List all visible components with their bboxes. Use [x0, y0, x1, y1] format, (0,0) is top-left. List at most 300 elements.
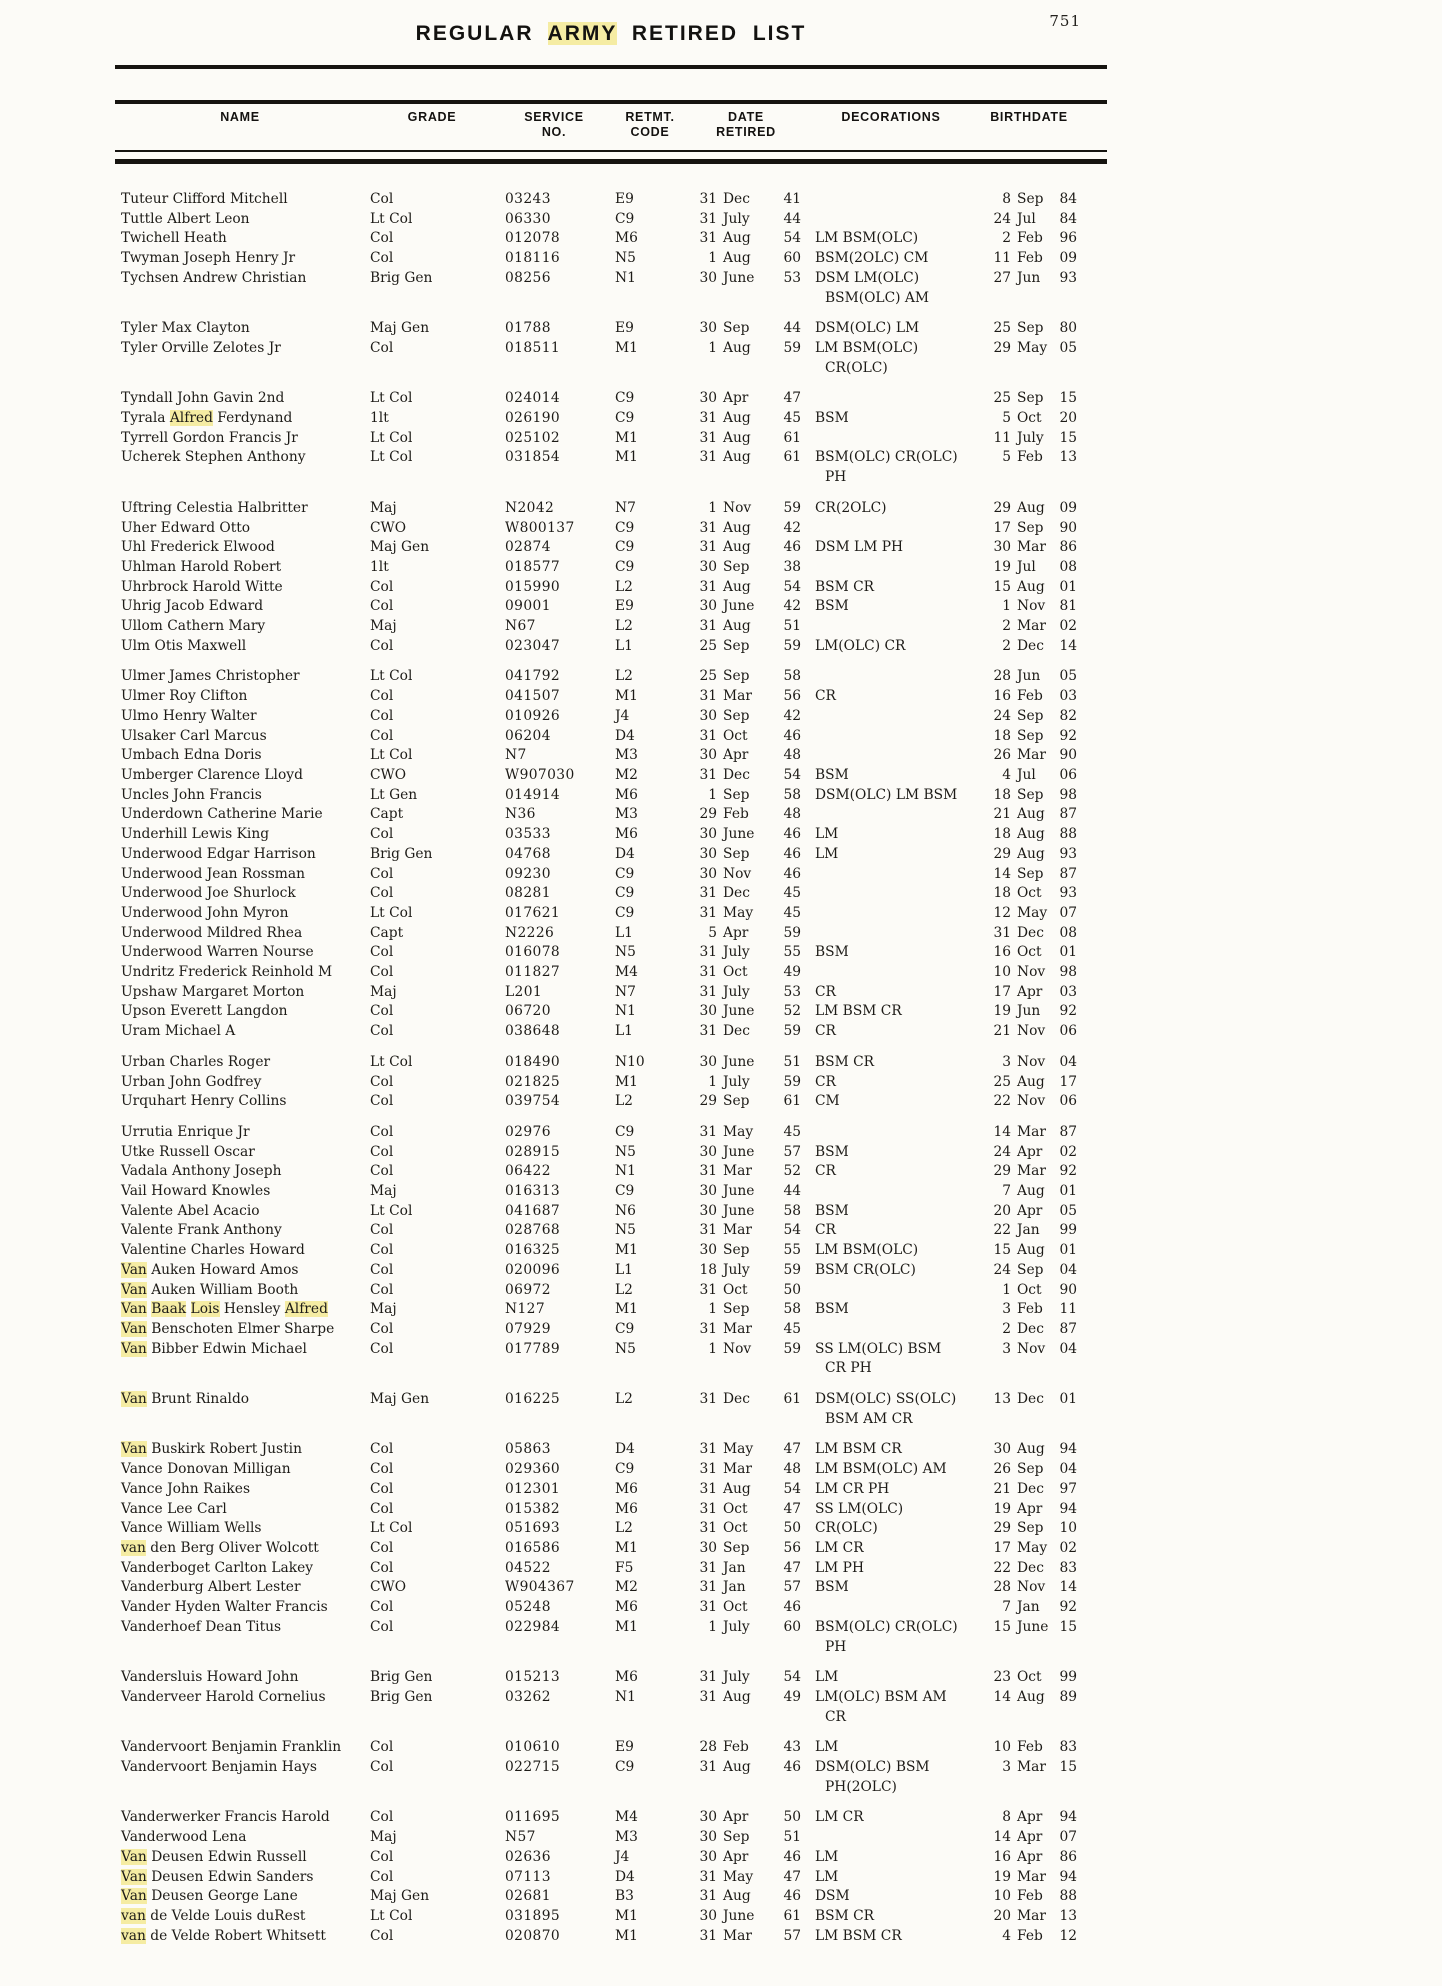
birth-day-cell: 5 [1002, 449, 1011, 466]
birth-month-cell: Apr [1017, 1143, 1043, 1160]
retired-month-cell: Aug [723, 1888, 751, 1905]
retired-month-cell: Mar [723, 1461, 752, 1478]
birth-year-cell: 17 [1059, 1073, 1077, 1090]
birth-day-cell: 19 [993, 1003, 1011, 1020]
service-no-cell: 03243 [505, 191, 551, 207]
retmt-code-cell: N7 [615, 983, 636, 1000]
retired-year-cell: 50 [783, 1809, 801, 1826]
service-no-cell: 041792 [505, 668, 561, 685]
birth-year-cell: 98 [1059, 786, 1077, 803]
service-no-cell: 051693 [505, 1520, 561, 1537]
decorations-cell [801, 637, 981, 657]
decoration-line: LM [815, 1739, 839, 1756]
grade-cell: 1lt [370, 410, 389, 427]
birth-year-cell: 86 [1059, 539, 1077, 556]
name-cell [115, 1261, 365, 1281]
retired-month-cell: Sep [723, 1242, 750, 1259]
column-header-name: NAME [220, 110, 260, 124]
retired-year-cell: 57 [783, 1143, 801, 1160]
retmt-code-cell: L2 [615, 668, 633, 685]
retired-day-cell: 31 [699, 1320, 717, 1337]
decoration-line: BSM [815, 944, 849, 961]
decoration-line: CR [815, 983, 836, 1000]
table-row [115, 943, 1107, 963]
retired-month-cell: Sep [723, 558, 750, 575]
retmt-code-cell: M6 [615, 1599, 638, 1616]
page-title [416, 22, 807, 46]
name-cell [115, 1440, 365, 1460]
retmt-code-cell: D4 [615, 727, 635, 744]
birth-day-cell: 15 [993, 1242, 1011, 1259]
column-header-grade: GRADE [407, 110, 457, 124]
retired-day-cell: 31 [699, 688, 717, 705]
birth-month-cell: Feb [1017, 1739, 1043, 1756]
table-row [115, 924, 1107, 944]
grade-cell: 1lt [370, 558, 389, 575]
retired-year-cell: 47 [783, 1500, 801, 1517]
table-row [115, 1927, 1107, 1947]
birth-day-cell: 31 [993, 924, 1011, 941]
service-no-cell: 017789 [505, 1340, 561, 1357]
birth-day-cell: 29 [993, 1163, 1011, 1180]
birth-month-cell: Apr [1017, 1848, 1043, 1865]
service-no-cell: 06204 [505, 727, 551, 744]
birth-day-cell: 18 [993, 727, 1011, 744]
birth-month-cell: Aug [1017, 1183, 1045, 1200]
retired-month-cell: Jan [723, 1579, 746, 1596]
name-cell [115, 786, 365, 806]
name-cell [115, 707, 365, 727]
decorations-cell [801, 1738, 981, 1758]
decoration-line: LM(OLC) BSM AM [815, 1688, 947, 1705]
decoration-line: CR(OLC) [825, 359, 888, 376]
birth-month-cell: Mar [1017, 1868, 1046, 1885]
decorations-cell [801, 845, 981, 865]
decorations-cell [801, 904, 981, 924]
grade-cell: Col [370, 707, 394, 724]
name-cell [115, 1808, 365, 1828]
retmt-code-cell: M1 [615, 449, 638, 466]
birth-month-cell: Feb [1017, 1301, 1043, 1318]
decoration-line: DSM(OLC) LM BSM [815, 786, 958, 803]
retmt-code-cell: N5 [615, 944, 636, 961]
retmt-code-cell: M3 [615, 747, 638, 764]
search-highlight: van [121, 1540, 146, 1556]
name-text: Brunt Rinaldo [146, 1391, 250, 1408]
birth-year-cell: 13 [1059, 1907, 1077, 1924]
name-cell [115, 558, 365, 578]
birth-year-cell: 80 [1059, 320, 1077, 337]
grade-cell: Lt Col [370, 747, 413, 764]
birth-year-cell: 92 [1059, 727, 1077, 744]
birth-day-cell: 14 [993, 1123, 1011, 1140]
retired-year-cell: 60 [783, 250, 801, 267]
name-text: Uhrbrock Harold Witte [121, 578, 283, 595]
birth-year-cell: 09 [1059, 250, 1077, 267]
grade-cell: Lt Col [370, 210, 413, 227]
name-text: Tuttle Albert Leon [121, 210, 250, 227]
retmt-code-cell: M1 [615, 1073, 638, 1090]
decorations-cell [801, 1578, 981, 1598]
service-no-cell: 021825 [505, 1073, 561, 1090]
name-cell [115, 1758, 365, 1797]
retired-day-cell: 18 [699, 1261, 717, 1278]
retired-day-cell: 1 [708, 786, 717, 803]
table-row [115, 667, 1107, 687]
service-no-cell: W907030 [505, 766, 575, 783]
birth-day-cell: 24 [993, 707, 1011, 724]
birth-month-cell: Oct [1017, 885, 1042, 902]
grade-cell: Maj Gen [370, 1888, 430, 1905]
decorations-cell [801, 429, 981, 449]
retired-year-cell: 58 [783, 1301, 801, 1318]
birth-day-cell: 18 [993, 885, 1011, 902]
service-no-cell: W800137 [505, 519, 575, 536]
retired-day-cell: 31 [699, 1759, 717, 1776]
retmt-code-cell: N1 [615, 269, 636, 286]
birth-day-cell: 3 [1002, 1340, 1011, 1357]
retired-day-cell: 31 [699, 1461, 717, 1478]
table-row [115, 558, 1107, 578]
grade-cell: Brig Gen [370, 1669, 433, 1686]
column-header-birthdate: BIRTHDATE [990, 110, 1068, 124]
name-text: Bibber Edwin Michael [146, 1340, 307, 1357]
birth-month-cell: Apr [1017, 1500, 1043, 1517]
service-no-cell: 012301 [505, 1480, 561, 1497]
name-text: Uftring Celestia Halbritter [121, 499, 308, 516]
retired-year-cell: 56 [783, 1540, 801, 1556]
retired-year-cell: 59 [783, 924, 801, 941]
retired-month-cell: Aug [723, 519, 751, 536]
grade-cell: Col [370, 1739, 394, 1756]
grade-cell: Col [370, 1927, 394, 1944]
name-cell [115, 1300, 365, 1320]
name-text: Vanderwood Lena [121, 1829, 247, 1846]
birth-month-cell: Feb [1017, 449, 1043, 466]
search-highlight: Van [121, 1301, 147, 1318]
name-text: Uhrig Jacob Edward [121, 598, 264, 615]
birth-month-cell: Sep [1017, 390, 1044, 407]
retmt-code-cell: L1 [615, 637, 633, 654]
birth-month-cell: Sep [1017, 1520, 1044, 1537]
decorations-cell [801, 1618, 981, 1657]
decorations-cell [801, 597, 981, 617]
decorations-cell [801, 1668, 981, 1688]
name-text: Ulmer James Christopher [121, 668, 300, 685]
name-cell [115, 1460, 365, 1480]
decorations-cell [801, 1092, 981, 1112]
birth-day-cell: 5 [1002, 410, 1011, 427]
title-text: REGULAR [415, 22, 548, 45]
retired-month-cell: Aug [723, 449, 751, 466]
document-page [115, 0, 1107, 1946]
retired-month-cell: Sep [723, 1829, 750, 1846]
decoration-line: CR(2OLC) [815, 499, 887, 516]
service-no-cell: 031895 [505, 1907, 561, 1924]
birth-month-cell: Feb [1017, 688, 1043, 705]
decoration-line: PH [825, 1638, 847, 1655]
decorations-cell [801, 319, 981, 339]
birth-day-cell: 14 [993, 865, 1011, 882]
grade-cell: Col [370, 1599, 394, 1616]
retmt-code-cell: M2 [615, 766, 638, 783]
birth-day-cell: 18 [993, 786, 1011, 803]
birth-year-cell: 94 [1059, 1868, 1077, 1885]
column-header-service-no: SERVICE NO. [524, 110, 584, 139]
grade-cell: Col [370, 230, 394, 247]
retmt-code-cell: M1 [615, 1618, 638, 1635]
decoration-line: LM PH [815, 1559, 864, 1576]
name-text: den Berg Oliver Wolcott [145, 1540, 319, 1556]
retmt-code-cell: C9 [615, 539, 635, 556]
decoration-line: LM BSM(OLC) [815, 230, 919, 247]
retired-month-cell: Jan [723, 1559, 746, 1576]
search-highlight: Van [121, 1868, 147, 1885]
name-text: Ulmer Roy Clifton [121, 688, 248, 705]
retmt-code-cell: M3 [615, 806, 638, 823]
name-cell [115, 1578, 365, 1598]
birth-day-cell: 14 [993, 1829, 1011, 1846]
name-cell [115, 1162, 365, 1182]
birth-year-cell: 11 [1059, 1301, 1077, 1318]
name-text: Tyler Orville Zelotes Jr [121, 339, 281, 356]
birth-year-cell: 08 [1059, 924, 1077, 941]
grade-cell: Col [370, 1461, 394, 1478]
retired-month-cell: Oct [723, 1599, 748, 1616]
birth-year-cell: 02 [1059, 618, 1077, 635]
name-text: Ferdynand [212, 410, 293, 427]
name-cell [115, 1598, 365, 1618]
name-text: Upson Everett Langdon [121, 1003, 288, 1020]
decoration-line: BSM(OLC) CR(OLC) [815, 449, 958, 466]
retired-month-cell: Aug [723, 1480, 751, 1497]
name-cell [115, 1618, 365, 1657]
name-text: Urrutia Enrique Jr [121, 1123, 250, 1140]
birth-day-cell: 25 [993, 320, 1011, 337]
birth-month-cell: Oct [1017, 1281, 1042, 1298]
service-no-cell: 016325 [505, 1242, 561, 1259]
name-text: Vail Howard Knowles [121, 1183, 271, 1200]
retired-year-cell: 59 [783, 1073, 801, 1090]
retired-month-cell: June [723, 1907, 755, 1924]
search-highlight: Alfred [284, 1301, 328, 1318]
birth-day-cell: 4 [1002, 1927, 1011, 1944]
retired-day-cell: 31 [699, 1281, 717, 1298]
retired-month-cell: June [723, 1202, 755, 1219]
table-row [115, 429, 1107, 449]
retired-day-cell: 31 [699, 1480, 717, 1497]
birth-day-cell: 11 [993, 429, 1011, 446]
retired-year-cell: 46 [783, 727, 801, 744]
retmt-code-cell: C9 [615, 390, 635, 407]
birth-year-cell: 89 [1059, 1688, 1077, 1705]
retired-year-cell: 44 [783, 320, 801, 337]
name-text: Underwood Mildred Rhea [121, 924, 303, 941]
decoration-line: CR [815, 1222, 836, 1239]
retired-year-cell: 46 [783, 1759, 801, 1776]
retired-day-cell: 30 [699, 1242, 717, 1259]
service-no-cell: 017621 [505, 904, 561, 921]
birth-month-cell: Aug [1017, 1073, 1045, 1090]
service-no-cell: 03533 [505, 826, 551, 843]
decoration-line: DSM(OLC) BSM [815, 1759, 930, 1776]
decoration-line: DSM(OLC) LM [815, 320, 920, 337]
grade-cell: Col [370, 1003, 394, 1020]
decoration-line: LM BSM(OLC) [815, 339, 919, 356]
birth-day-cell: 17 [993, 519, 1011, 536]
service-no-cell: 015213 [505, 1669, 561, 1686]
birth-year-cell: 90 [1059, 747, 1077, 764]
name-text: Underhill Lewis King [121, 826, 270, 843]
decoration-line: BSM [815, 598, 849, 615]
retired-year-cell: 55 [783, 1242, 801, 1259]
retired-day-cell: 31 [699, 1927, 717, 1944]
name-cell [115, 1848, 365, 1868]
retmt-code-cell: M1 [615, 1927, 638, 1944]
decoration-line: CM [815, 1093, 840, 1110]
retired-day-cell: 31 [699, 519, 717, 536]
birth-year-cell: 81 [1059, 598, 1077, 615]
retired-month-cell: Oct [723, 727, 748, 744]
name-text: Vanderveer Harold Cornelius [121, 1688, 326, 1705]
decoration-line: BSM [815, 1143, 849, 1160]
name-text: de Velde Louis duRest [145, 1907, 306, 1924]
name-cell [115, 1221, 365, 1241]
grade-cell: Col [370, 339, 394, 356]
retired-month-cell: July [723, 1073, 750, 1090]
retmt-code-cell: L2 [615, 618, 633, 635]
decorations-cell [801, 1123, 981, 1143]
table-row [115, 963, 1107, 983]
retired-day-cell: 31 [699, 1222, 717, 1239]
grade-cell: Maj [370, 1829, 397, 1846]
birth-month-cell: Mar [1017, 1123, 1046, 1140]
decoration-line: LM [815, 1669, 839, 1686]
retired-year-cell: 42 [783, 707, 801, 724]
service-no-cell: 09230 [505, 865, 551, 882]
retmt-code-cell: N1 [615, 1688, 636, 1705]
retired-month-cell: Mar [723, 1163, 752, 1180]
retired-month-cell: Dec [723, 1391, 750, 1408]
service-no-cell: 010610 [505, 1739, 561, 1756]
birth-month-cell: May [1017, 339, 1048, 356]
birth-year-cell: 02 [1059, 1143, 1077, 1160]
retmt-code-cell: D4 [615, 845, 635, 862]
retired-month-cell: Aug [723, 578, 751, 595]
retired-year-cell: 46 [783, 826, 801, 843]
birth-day-cell: 15 [993, 1618, 1011, 1635]
retmt-code-cell: L1 [615, 1261, 633, 1278]
table-row [115, 269, 1107, 308]
retired-year-cell: 50 [783, 1520, 801, 1537]
name-text: Valente Frank Anthony [121, 1222, 282, 1239]
table-row [115, 538, 1107, 558]
table-row [115, 1828, 1107, 1848]
name-cell [115, 845, 365, 865]
decorations-cell [801, 1539, 981, 1559]
name-text: Twyman Joseph Henry Jr [121, 250, 296, 267]
name-text: Uncles John Francis [121, 786, 262, 803]
column-header-decorations: DECORATIONS [841, 110, 941, 124]
retired-year-cell: 58 [783, 1202, 801, 1219]
retired-day-cell: 30 [699, 826, 717, 843]
decoration-line: CR [815, 1163, 836, 1180]
name-text: Upshaw Margaret Morton [121, 983, 305, 1000]
retired-day-cell: 31 [699, 1669, 717, 1686]
decorations-cell [801, 538, 981, 558]
retired-year-cell: 54 [783, 766, 801, 783]
retired-day-cell: 1 [708, 250, 717, 267]
retired-month-cell: June [723, 1053, 755, 1070]
birth-day-cell: 19 [993, 558, 1011, 575]
retmt-code-cell: M4 [615, 964, 638, 981]
retired-day-cell: 30 [699, 707, 717, 724]
name-cell [115, 865, 365, 885]
birth-day-cell: 7 [1002, 1183, 1011, 1200]
decorations-cell [801, 1002, 981, 1022]
birth-day-cell: 19 [993, 1868, 1011, 1885]
service-no-cell: 028915 [505, 1143, 561, 1160]
service-no-cell: N67 [505, 618, 536, 635]
birth-day-cell: 22 [993, 1559, 1011, 1576]
name-text: Urquhart Henry Collins [121, 1093, 287, 1110]
service-no-cell: 038648 [505, 1023, 561, 1040]
retired-year-cell: 42 [783, 519, 801, 536]
birth-day-cell: 2 [1002, 1320, 1011, 1337]
table-row [115, 210, 1107, 230]
birth-month-cell: Apr [1017, 1202, 1043, 1219]
retired-day-cell: 1 [708, 1618, 717, 1635]
birth-month-cell: Sep [1017, 191, 1044, 207]
name-text: Vander Hyden Walter Francis [121, 1599, 328, 1616]
retired-year-cell: 59 [783, 1261, 801, 1278]
table-row [115, 1500, 1107, 1520]
name-cell [115, 1281, 365, 1301]
name-text: Vanderhoef Dean Titus [121, 1618, 282, 1635]
name-cell [115, 1143, 365, 1163]
name-text: Twichell Heath [121, 230, 227, 247]
birth-year-cell: 88 [1059, 826, 1077, 843]
decorations-cell [801, 1300, 981, 1320]
retmt-code-cell: N5 [615, 1143, 636, 1160]
table-row [115, 1320, 1107, 1340]
retired-day-cell: 31 [699, 1868, 717, 1885]
birth-day-cell: 28 [993, 668, 1011, 685]
service-no-cell: 07929 [505, 1320, 551, 1337]
retired-month-cell: July [723, 1618, 750, 1635]
retired-month-cell: Mar [723, 1222, 752, 1239]
retired-day-cell: 1 [708, 499, 717, 516]
birth-day-cell: 3 [1002, 1053, 1011, 1070]
name-text: Auken Howard Amos [146, 1261, 299, 1278]
name-cell [115, 597, 365, 617]
retired-month-cell: Oct [723, 964, 748, 981]
retired-year-cell: 53 [783, 269, 801, 286]
service-no-cell: 031854 [505, 449, 561, 466]
retired-year-cell: 46 [783, 1888, 801, 1905]
search-highlight: Lois [190, 1301, 220, 1318]
table-row [115, 1460, 1107, 1480]
name-cell [115, 727, 365, 747]
retired-year-cell: 52 [783, 1163, 801, 1180]
name-cell [115, 269, 365, 308]
birth-day-cell: 27 [993, 269, 1011, 286]
birth-day-cell: 16 [993, 944, 1011, 961]
decoration-line: CR [815, 688, 836, 705]
retired-year-cell: 45 [783, 1320, 801, 1337]
retired-month-cell: Sep [723, 320, 750, 337]
table-row [115, 249, 1107, 269]
